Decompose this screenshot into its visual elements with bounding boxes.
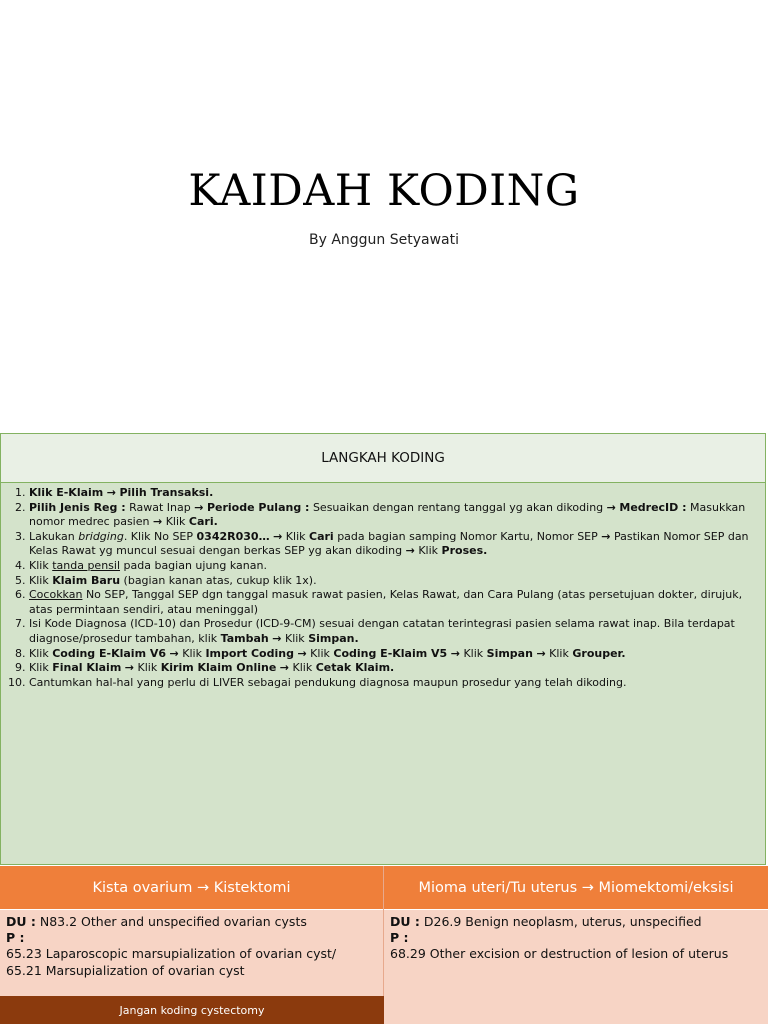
author-subtitle: By Anggun Setyawati xyxy=(308,232,460,248)
procedure-line: 65.23 Laparoscopic marsupialization of ovarian cyst/ xyxy=(6,946,337,962)
du-label: DU : xyxy=(6,914,36,929)
step-6: 6. Cocokkan No SEP, Tanggal SEP dgn tanggal masuk rawat pasien, Kelas Rawat, dan Cara Pulang (atas persetujuan dokter, dirujuk, atas permintaan sendiri, atau meninggal) xyxy=(29,588,751,617)
steps-header: LANGKAH KODING xyxy=(1,434,765,483)
mioma-uteri-body xyxy=(384,910,768,967)
kista-ovarium-body xyxy=(0,910,383,983)
step-8: 8. Klik Coding E-Klaim V6 → Klik Import Coding → Klik Coding E-Klaim V5 → Klik Simpan → Klik Grouper. xyxy=(29,647,751,662)
coding-steps-panel xyxy=(0,433,766,865)
du-value: N83.2 Other and unspecified ovarian cysts xyxy=(39,914,307,929)
procedure-line: 65.21 Marsupialization of ovarian cyst xyxy=(6,962,245,978)
procedure-line: 68.29 Other excision or destruction of lesion of uterus xyxy=(390,946,729,962)
step-4: 4. Klik tanda pensil pada bagian ujung kanan. xyxy=(29,559,751,574)
warning-banner: Jangan koding cystectomy xyxy=(0,996,384,1024)
step-5: 5. Klik Klaim Baru (bagian kanan atas, cukup klik 1x). xyxy=(29,574,751,589)
du-label: DU : xyxy=(390,914,420,929)
mioma-uteri-header: Mioma uteri/Tu uterus → Miomektomi/eksisi xyxy=(384,866,768,910)
kista-ovarium-header: Kista ovarium → Kistektomi xyxy=(0,866,383,910)
p-label: P : xyxy=(6,930,25,946)
step-1: 1. Klik E-Klaim → Pilih Transaksi. xyxy=(29,486,751,501)
step-10: 10. Cantumkan hal-hal yang perlu di LIVER sebagai pendukung diagnosa maupun prosedur yang telah dikoding. xyxy=(29,676,751,691)
step-9: 9. Klik Final Klaim → Klik Kirim Klaim Online → Klik Cetak Klaim. xyxy=(29,661,751,676)
mioma-uteri-column xyxy=(384,866,768,1024)
step-3: 3. Lakukan bridging. Klik No SEP 0342R030… → Klik Cari pada bagian samping Nomor Kartu, Nomor SEP → Pastikan Nomor SEP dan Kelas Rawat yg muncul sesuai dengan berkas SEP yg akan dikoding → Klik Proses. xyxy=(29,530,751,559)
p-label: P : xyxy=(390,930,409,946)
du-value: D26.9 Benign neoplasm, uterus, unspecified xyxy=(423,914,702,929)
step-2: 2. Pilih Jenis Reg : Rawat Inap → Periode Pulang : Sesuaikan dengan rentang tanggal yg akan dikoding → MedrecID : Masukkan nomor medrec pasien → Klik Cari. xyxy=(29,501,751,530)
page-title: KAIDAH KODING xyxy=(188,166,580,216)
coding-examples-table xyxy=(0,866,768,1024)
steps-list xyxy=(1,486,765,690)
step-7: 7. Isi Kode Diagnosa (ICD-10) dan Prosedur (ICD-9-CM) sesuai dengan catatan terintegrasi pasien selama rawat inap. Bila terdapat diagnose/prosedur tambahan, klik Tambah → Klik Simpan. xyxy=(29,617,751,646)
